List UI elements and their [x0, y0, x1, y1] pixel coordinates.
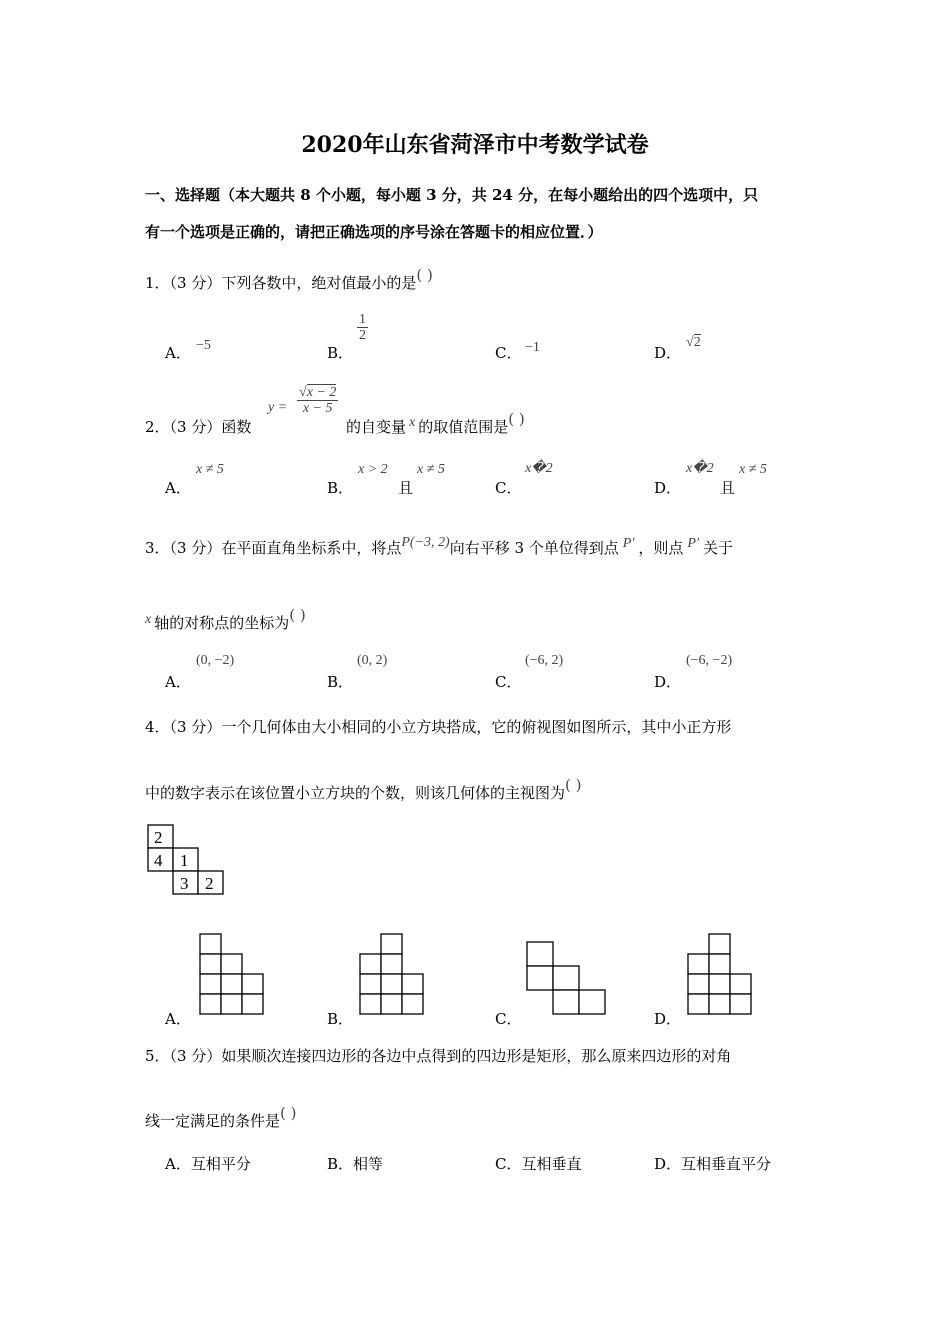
- q4-option-b-figure[interactable]: [358, 932, 426, 1016]
- q4-option-c-label[interactable]: C．: [495, 1010, 522, 1028]
- q3-option-b-label[interactable]: B．: [327, 673, 354, 691]
- q1-option-b-label[interactable]: B．: [327, 344, 354, 362]
- sqrt-icon: √: [686, 335, 694, 350]
- q2-option-b-label[interactable]: B．: [327, 479, 354, 497]
- grid-number: 4: [154, 851, 163, 870]
- q3-option-a: (0, −2): [196, 653, 235, 668]
- q4-option-d-figure[interactable]: [686, 932, 754, 1016]
- q1-option-c: −1: [525, 340, 540, 355]
- q2-stem-prefix: 2．（3 分）函数: [145, 418, 252, 436]
- q1-stem: 1．（3 分）下列各数中，绝对值最小的是( ): [145, 266, 433, 292]
- q1-option-a-label[interactable]: A．: [165, 344, 191, 362]
- q4-stem-line1: 4．（3 分）一个几何体由大小相同的小立方块搭成，它的俯视图如图所示，其中小正方形: [145, 718, 732, 736]
- q3-point: P(−3, 2): [401, 535, 450, 550]
- q4-option-c-figure[interactable]: [525, 940, 609, 1018]
- q3-option-d: (−6, −2): [686, 653, 733, 668]
- q3-option-a-label[interactable]: A．: [165, 673, 191, 691]
- q1-option-d-label[interactable]: D．: [654, 344, 682, 362]
- q5-stem-line2: 线一定满足的条件是( ): [145, 1104, 297, 1130]
- q5-stem-line1: 5．（3 分）如果顺次连接四边形的各边中点得到的四边形是矩形，那么原来四边形的对角: [145, 1047, 732, 1065]
- q1-option-a: −5: [196, 338, 211, 353]
- q1-option-b: [357, 312, 368, 344]
- q4-option-d-label[interactable]: D．: [654, 1010, 682, 1028]
- answer-paren: ( ): [280, 1104, 297, 1122]
- q1-option-d: [686, 335, 701, 351]
- q2-option-b-conj: 且: [398, 479, 414, 497]
- q2-formula-fraction: $\frac{√x - 2}{x - 5}$: [299, 385, 337, 417]
- q2-option-d-part2: x ≠ 5: [739, 462, 767, 477]
- q2-option-d-label[interactable]: D．: [654, 479, 682, 497]
- answer-paren: ( ): [416, 266, 433, 284]
- q1-b-denominator: 2: [359, 328, 366, 344]
- q2-option-d-part1: x�2: [686, 461, 714, 476]
- q2-option-a-label[interactable]: A．: [165, 479, 191, 497]
- q3-stem-line2: x 轴的对称点的坐标为( ): [145, 606, 306, 632]
- q2-formula-y: y =: [268, 400, 288, 415]
- answer-paren: ( ): [289, 606, 306, 624]
- q2-option-a: x ≠ 5: [196, 462, 224, 477]
- grid-number: 2: [205, 874, 214, 893]
- q2-stem-rest: 的自变量 x 的取值范围是( ): [346, 410, 525, 436]
- q4-stem-line2: 中的数字表示在该位置小立方块的个数，则该几何体的主视图为( ): [145, 776, 582, 802]
- section-header-line1: 一、选择题（本大题共 8 个小题，每小题 3 分，共 24 分，在每小题给出的四个选项中，只: [145, 186, 759, 204]
- page-title: 2020年山东省菏泽市中考数学试卷: [301, 132, 649, 158]
- q1-b-numerator: 1: [359, 312, 366, 327]
- q4-option-a-figure[interactable]: [198, 932, 266, 1016]
- answer-paren: ( ): [565, 776, 582, 794]
- q5-option-c[interactable]: C．互相垂直: [495, 1155, 582, 1173]
- section-header-line2: 有一个选项是正确的，请把正确选项的序号涂在答题卡的相应位置．）: [145, 223, 603, 241]
- answer-paren: ( ): [508, 410, 525, 428]
- q2-option-b-part1: x > 2: [358, 462, 388, 477]
- q5-option-a[interactable]: A．互相平分: [165, 1155, 251, 1173]
- q1-option-c-label[interactable]: C．: [495, 344, 522, 362]
- q5-option-d[interactable]: D．互相垂直平分: [654, 1155, 772, 1173]
- q2-option-d-conj: 且: [720, 479, 736, 497]
- sqrt-icon: √: [299, 385, 307, 400]
- q5-option-b[interactable]: B．相等: [327, 1155, 384, 1173]
- q2-option-c: x�2: [525, 461, 553, 476]
- q1-d-radicand: 2: [693, 335, 701, 350]
- q2-option-b-part2: x ≠ 5: [417, 462, 445, 477]
- q3-option-c-label[interactable]: C．: [495, 673, 522, 691]
- q2-option-c-label[interactable]: C．: [495, 479, 522, 497]
- q4-option-b-label[interactable]: B．: [327, 1010, 354, 1028]
- q3-option-c: (−6, 2): [525, 653, 564, 668]
- grid-number: 2: [154, 828, 163, 847]
- top-view-figure: [145, 822, 229, 896]
- q3-option-d-label[interactable]: D．: [654, 673, 682, 691]
- q3-option-b: (0, 2): [357, 653, 388, 668]
- q4-option-a-label[interactable]: A．: [165, 1010, 191, 1028]
- q3-stem-line1: 3．（3 分）在平面直角坐标系中，将点P(−3, 2)向右平移 3 个单位得到点 P′ ，则点 P′ 关于: [145, 535, 734, 557]
- grid-number: 1: [180, 851, 189, 870]
- grid-number: 3: [180, 874, 189, 893]
